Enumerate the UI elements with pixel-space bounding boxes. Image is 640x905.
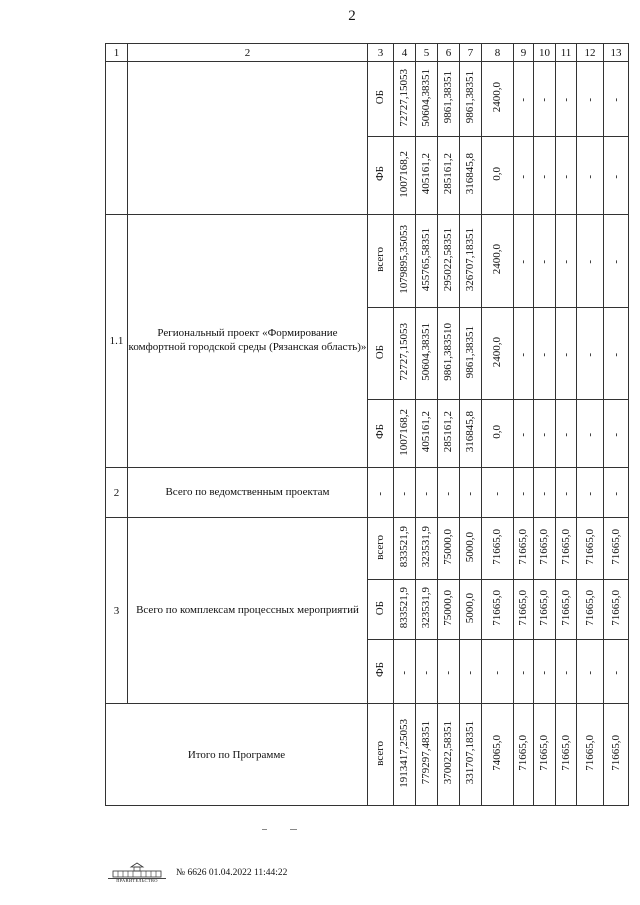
value-cell (556, 518, 577, 580)
value-cell (604, 640, 629, 704)
value-text: 323531,9 (420, 526, 432, 568)
program-funding-table (105, 43, 629, 806)
value-cell (438, 137, 460, 215)
value-cell (534, 640, 556, 704)
value-cell (577, 308, 604, 400)
value-cell (577, 400, 604, 468)
header-cell: 4 (394, 44, 416, 62)
scan-mark (262, 829, 267, 830)
value-text: - (609, 432, 622, 437)
value-cell (534, 62, 556, 137)
table-row (106, 468, 629, 518)
value-cell (514, 400, 534, 468)
value-cell (514, 640, 534, 704)
value-text: - (559, 491, 572, 496)
value-text: - (420, 670, 432, 675)
header-cell: 9 (514, 44, 534, 62)
value-cell (556, 137, 577, 215)
row-name: Всего по комплексам процессных мероприятий (128, 518, 368, 704)
value-cell (514, 308, 534, 400)
row-type-label (368, 308, 394, 400)
registration-text (176, 868, 287, 878)
value-text: 9861,38351 (442, 71, 454, 124)
value-cell (460, 400, 482, 468)
value-text: - (538, 174, 550, 179)
value-cell (514, 704, 534, 806)
value-cell (460, 580, 482, 640)
value-text: 71665,0 (538, 590, 550, 626)
value-text: 71665,0 (583, 590, 596, 626)
value-text: 71665,0 (583, 735, 596, 771)
value-cell (416, 400, 438, 468)
value-cell (394, 308, 416, 400)
value-text: 1007168,2 (398, 408, 410, 456)
value-text: 1079895,35053 (398, 225, 410, 294)
value-cell (514, 468, 534, 518)
value-text: - (559, 260, 572, 264)
value-text: 71665,0 (559, 590, 572, 626)
scan-mark (290, 829, 297, 830)
value-text: 323531,9 (420, 587, 432, 629)
value-cell (577, 518, 604, 580)
value-text: - (442, 670, 454, 675)
value-cell (534, 518, 556, 580)
value-text: 9861,383510 (442, 323, 454, 381)
value-cell (514, 518, 534, 580)
row-type-label (368, 640, 394, 704)
value-cell (394, 137, 416, 215)
value-text: - (538, 260, 550, 264)
value-cell (577, 580, 604, 640)
value-text: 71665,0 (538, 735, 550, 771)
value-cell (514, 62, 534, 137)
value-cell (416, 468, 438, 518)
value-text: - (442, 491, 454, 496)
value-cell (556, 640, 577, 704)
num-cell (106, 62, 128, 215)
value-text: - (420, 491, 432, 496)
value-cell (460, 215, 482, 308)
value-text: 370022,58351 (442, 721, 454, 785)
value-cell (416, 704, 438, 806)
value-cell (394, 468, 416, 518)
value-text: 2400,0 (491, 244, 503, 275)
row-type-label (368, 704, 394, 806)
value-text: 75000,0 (442, 529, 454, 565)
value-cell (534, 580, 556, 640)
value-cell (438, 62, 460, 137)
value-text: - (609, 174, 622, 179)
value-cell (534, 308, 556, 400)
value-cell (416, 518, 438, 580)
value-text: - (559, 432, 572, 437)
value-cell (534, 400, 556, 468)
value-text: - (609, 98, 622, 102)
value-text: - (538, 491, 550, 496)
value-text: - (559, 174, 572, 179)
value-text: 71665,0 (559, 529, 572, 565)
row-type-text: ФБ (374, 166, 386, 182)
header-cell: 13 (604, 44, 629, 62)
value-cell (394, 215, 416, 308)
value-text: 1007168,2 (398, 150, 410, 198)
value-cell (482, 580, 514, 640)
table-header-row (106, 44, 629, 62)
value-cell (394, 580, 416, 640)
value-text: - (559, 670, 572, 675)
value-text: - (491, 670, 503, 675)
value-cell (556, 400, 577, 468)
row-number: 2 (106, 468, 128, 518)
value-text: - (559, 98, 572, 102)
row-type-text: всего (374, 740, 386, 766)
value-text: - (538, 98, 550, 102)
registration-datetime: 01.04.2022 11:44:22 (208, 868, 288, 878)
government-building-icon (108, 862, 166, 884)
value-text: - (491, 491, 503, 496)
value-text: - (398, 670, 410, 675)
value-cell (604, 468, 629, 518)
value-cell (534, 137, 556, 215)
value-text: 72727,15053 (398, 323, 410, 381)
value-text: 71665,0 (491, 590, 503, 626)
value-text: 295022,58351 (442, 227, 454, 292)
table-row (106, 518, 629, 580)
value-text: - (609, 260, 622, 264)
header-cell: 3 (368, 44, 394, 62)
value-text: 74065,0 (491, 735, 503, 771)
value-cell (556, 704, 577, 806)
value-cell (416, 308, 438, 400)
row-type-label (368, 62, 394, 137)
value-cell (438, 704, 460, 806)
value-text: - (517, 98, 529, 102)
value-text: 405161,2 (420, 153, 432, 195)
value-text: - (517, 491, 529, 496)
value-text: 331707,18351 (464, 721, 476, 785)
value-cell (604, 137, 629, 215)
value-text: - (538, 670, 550, 675)
row-type-label (368, 400, 394, 468)
header-cell: 11 (556, 44, 577, 62)
header-cell: 1 (106, 44, 128, 62)
value-text: 9861,38351 (464, 325, 476, 379)
row-type-text: - (374, 491, 386, 496)
value-cell (556, 215, 577, 308)
value-text: 75000,0 (442, 590, 454, 626)
value-text: - (559, 352, 572, 357)
value-text: - (583, 352, 596, 357)
value-text: - (609, 352, 622, 357)
name-cell (128, 62, 368, 215)
value-cell (460, 137, 482, 215)
value-text: 2400,0 (491, 82, 503, 113)
value-cell (556, 308, 577, 400)
value-cell (556, 468, 577, 518)
header-cell: 12 (577, 44, 604, 62)
value-text: - (609, 491, 622, 496)
value-cell (482, 704, 514, 806)
value-text: - (517, 174, 529, 179)
row-type-text: ОБ (374, 344, 386, 360)
value-cell (438, 308, 460, 400)
value-text: - (464, 491, 476, 496)
value-cell (460, 308, 482, 400)
value-text: 2400,0 (491, 336, 503, 368)
value-text: 71665,0 (609, 590, 622, 626)
value-text: - (538, 352, 550, 357)
value-cell (482, 468, 514, 518)
value-cell (416, 62, 438, 137)
value-cell (577, 215, 604, 308)
table-row (106, 62, 629, 137)
value-text: 0,0 (491, 425, 503, 439)
value-cell (460, 518, 482, 580)
row-type-text: ОБ (374, 90, 386, 105)
value-text: 0,0 (491, 167, 503, 181)
value-cell (604, 62, 629, 137)
value-text: 405161,2 (420, 411, 432, 453)
value-text: 1913417,25053 (398, 718, 410, 788)
value-text: - (583, 260, 596, 264)
row-type-label (368, 137, 394, 215)
row-type-text: ОБ (374, 600, 386, 616)
value-text: 316845,8 (464, 153, 476, 195)
value-text: - (517, 670, 529, 675)
value-cell (482, 400, 514, 468)
value-cell (416, 137, 438, 215)
value-text: 71665,0 (583, 529, 596, 565)
value-cell (577, 640, 604, 704)
header-cell: 7 (460, 44, 482, 62)
value-cell (577, 704, 604, 806)
value-cell (534, 468, 556, 518)
value-text: - (538, 432, 550, 437)
value-text: 285161,2 (442, 153, 454, 195)
value-text: 9861,38351 (464, 71, 476, 124)
value-cell (394, 62, 416, 137)
value-cell (514, 580, 534, 640)
value-cell (534, 215, 556, 308)
value-text: 779297,48351 (420, 721, 432, 785)
value-cell (577, 62, 604, 137)
row-type-label (368, 518, 394, 580)
row-type-text: ФБ (374, 424, 386, 440)
row-number: 3 (106, 518, 128, 704)
value-text: - (517, 432, 529, 437)
row-type-label (368, 215, 394, 308)
value-cell (438, 640, 460, 704)
value-cell (604, 215, 629, 308)
value-cell (394, 704, 416, 806)
header-cell: 5 (416, 44, 438, 62)
value-cell (604, 400, 629, 468)
value-cell (604, 580, 629, 640)
value-text: - (583, 98, 596, 102)
value-text: - (583, 491, 596, 496)
value-cell (482, 62, 514, 137)
value-text: 326707,18351 (464, 227, 476, 292)
value-text: - (517, 260, 529, 264)
value-cell (438, 518, 460, 580)
value-cell (604, 704, 629, 806)
registration-stamp (108, 862, 287, 884)
value-text: 71665,0 (559, 735, 572, 771)
value-text: 285161,2 (442, 411, 454, 453)
value-text: 833521,9 (398, 587, 410, 629)
value-text: 316845,8 (464, 411, 476, 453)
value-cell (577, 137, 604, 215)
value-text: 71665,0 (609, 529, 622, 565)
value-text: 833521,9 (398, 526, 410, 568)
value-text: 50604,38351 (420, 323, 432, 381)
value-cell (482, 308, 514, 400)
table-row (106, 215, 629, 308)
value-cell (556, 580, 577, 640)
number-sign: № (176, 868, 186, 878)
value-text: - (583, 174, 596, 179)
document-number: 6626 (187, 868, 207, 878)
value-text: - (464, 670, 476, 675)
value-text: 71665,0 (609, 735, 622, 771)
value-cell (460, 62, 482, 137)
value-cell (394, 400, 416, 468)
row-type-label (368, 580, 394, 640)
page-number: 2 (348, 8, 356, 24)
value-cell (482, 640, 514, 704)
value-cell (604, 308, 629, 400)
value-cell (460, 640, 482, 704)
value-cell (438, 215, 460, 308)
value-text: - (609, 670, 622, 675)
value-text: - (583, 670, 596, 675)
value-text: 455765,58351 (420, 227, 432, 292)
value-cell (482, 215, 514, 308)
value-text: 71665,0 (517, 529, 529, 565)
value-cell (514, 215, 534, 308)
value-cell (416, 215, 438, 308)
header-cell: 8 (482, 44, 514, 62)
value-cell (556, 62, 577, 137)
value-text: 72727,15053 (398, 68, 410, 127)
value-cell (534, 704, 556, 806)
value-cell (460, 468, 482, 518)
value-cell (514, 137, 534, 215)
value-cell (604, 518, 629, 580)
value-text: - (583, 432, 596, 437)
row-name: Региональный проект «Формирование комфортной городской среды (Рязанская область)» (128, 215, 368, 468)
value-text: 5000,0 (464, 592, 476, 624)
value-cell (438, 400, 460, 468)
header-cell: 10 (534, 44, 556, 62)
value-text: 71665,0 (517, 590, 529, 626)
row-type-text: ФБ (374, 662, 386, 678)
table-row (106, 704, 629, 806)
row-type-label (368, 468, 394, 518)
value-cell (482, 518, 514, 580)
value-text: - (398, 491, 410, 496)
value-cell (438, 580, 460, 640)
value-text: 5000,0 (464, 531, 476, 563)
row-number: 1.1 (106, 215, 128, 468)
row-type-text: всего (374, 534, 386, 560)
logo-caption: ПРАВИТЕЛЬСТВО (108, 878, 166, 884)
value-cell (438, 468, 460, 518)
value-text: 71665,0 (538, 529, 550, 565)
value-text: 50604,38351 (420, 68, 432, 127)
value-cell (416, 640, 438, 704)
value-cell (460, 704, 482, 806)
value-cell (394, 518, 416, 580)
row-name: Всего по ведомственным проектам (128, 468, 368, 518)
value-text: - (517, 352, 529, 357)
value-text: 71665,0 (491, 529, 503, 565)
total-label: Итого по Программе (106, 704, 368, 806)
value-text: 71665,0 (517, 735, 529, 771)
header-cell: 6 (438, 44, 460, 62)
row-type-text: всего (374, 247, 386, 272)
value-cell (577, 468, 604, 518)
header-cell: 2 (128, 44, 368, 62)
value-cell (394, 640, 416, 704)
value-cell (482, 137, 514, 215)
value-cell (416, 580, 438, 640)
